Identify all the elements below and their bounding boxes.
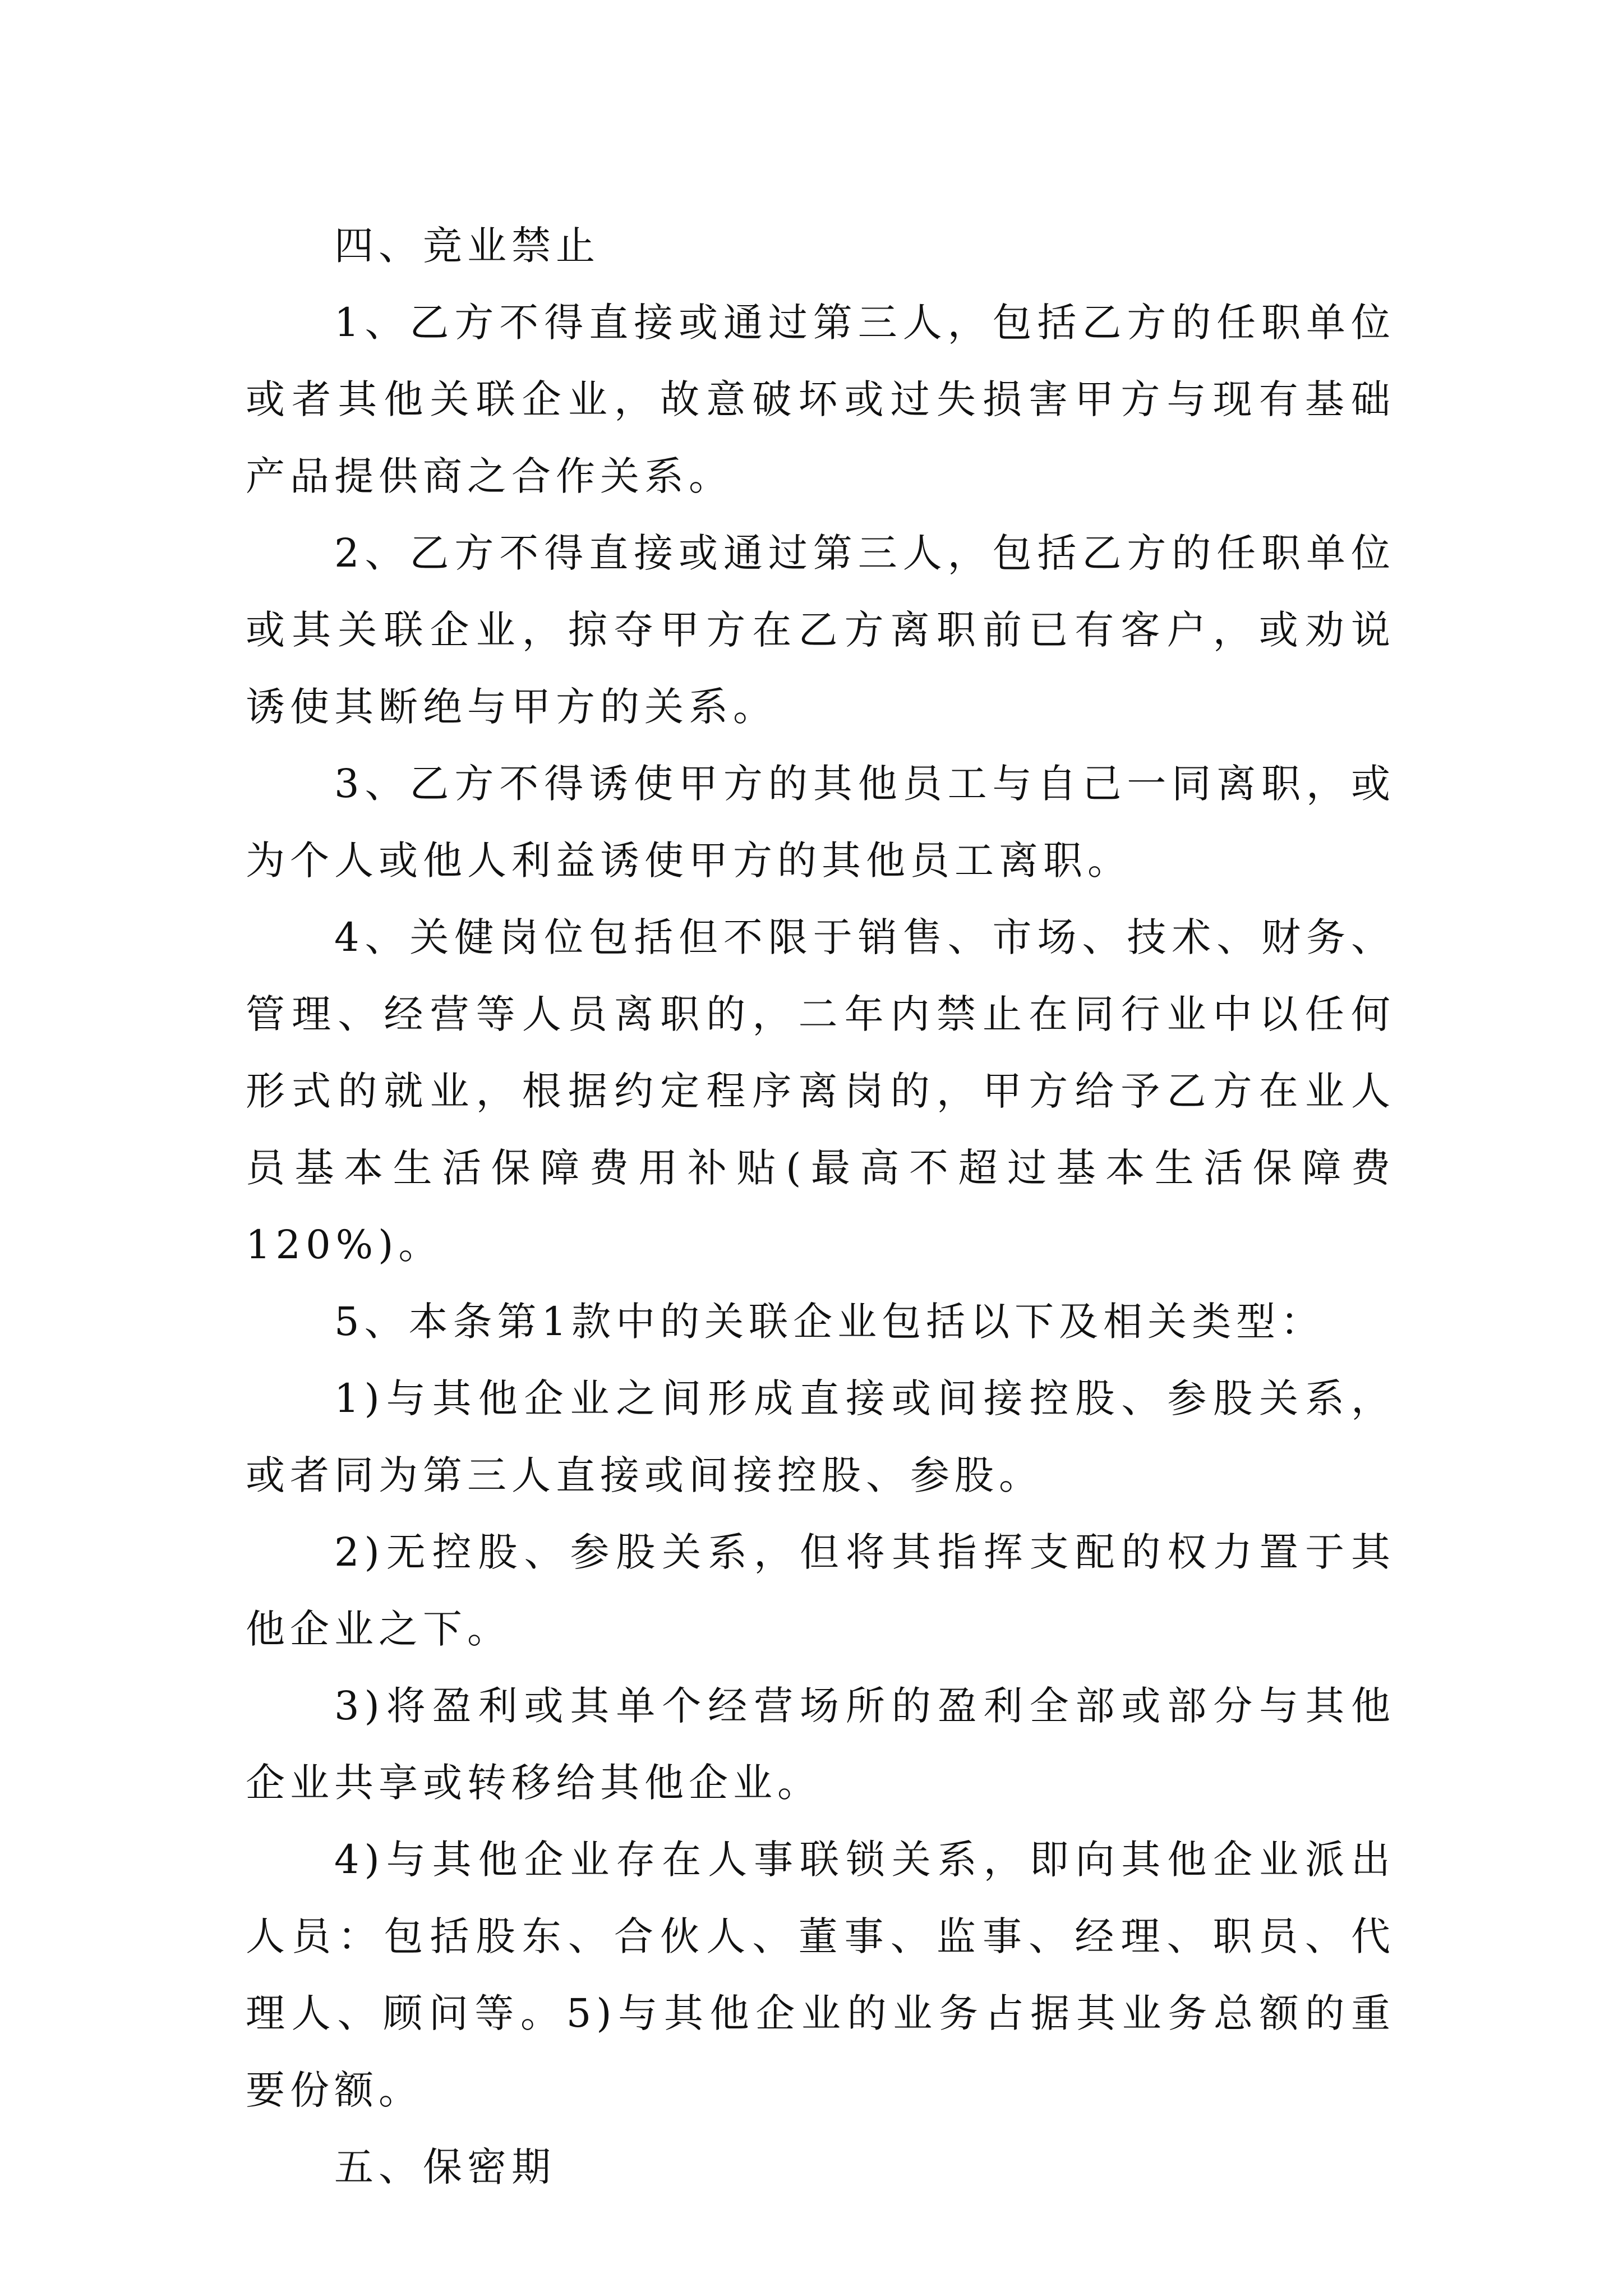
subclause-3: 3)将盈利或其单个经营场所的盈利全部或部分与其他企业共享或转移给其他企业。 [246,1683,1395,1806]
clause-2: 2、乙方不得直接或通过第三人，包括乙方的任职单位或其关联企业，掠夺甲方在乙方离职前已有客户，或劝说诱使其断绝与甲方的关系。 [246,530,1395,730]
subclause-4-5: 4)与其他企业存在人事联锁关系，即向其他企业派出人员：包括股东、合伙人、董事、监事、经理、职员、代理人、顾问等。5)与其他企业的业务占据其业务总额的重要份额。 [246,1837,1395,2113]
subclause-1: 1)与其他企业之间形成直接或间接控股、参股关系，或者同为第三人直接或间接控股、参股。 [246,1375,1395,1498]
clause-1: 1、乙方不得直接或通过第三人，包括乙方的任职单位或者其他关联企业，故意破坏或过失损害甲方与现有基础产品提供商之合作关系。 [246,300,1395,499]
section-heading-non-compete: 四、竞业禁止 [334,223,600,269]
subclause-2: 2)无控股、参股关系，但将其指挥支配的权力置于其他企业之下。 [246,1529,1395,1652]
document-body [246,208,1395,2206]
clause-4: 4、关健岗位包括但不限于销售、市场、技术、财务、管理、经营等人员离职的，二年内禁止在同行业中以任何形式的就业，根据约定程序离岗的，甲方给予乙方在业人员基本生活保障费用补贴(最高不超过基本生活保障费120%)。 [246,914,1395,1268]
clause-3: 3、乙方不得诱使甲方的其他员工与自己一同离职，或为个人或他人利益诱使甲方的其他员工离职。 [246,761,1395,884]
clause-5: 5、本条第1款中的关联企业包括以下及相关类型： [334,1299,1325,1345]
section-heading-confidentiality-period: 五、保密期 [334,2144,556,2190]
